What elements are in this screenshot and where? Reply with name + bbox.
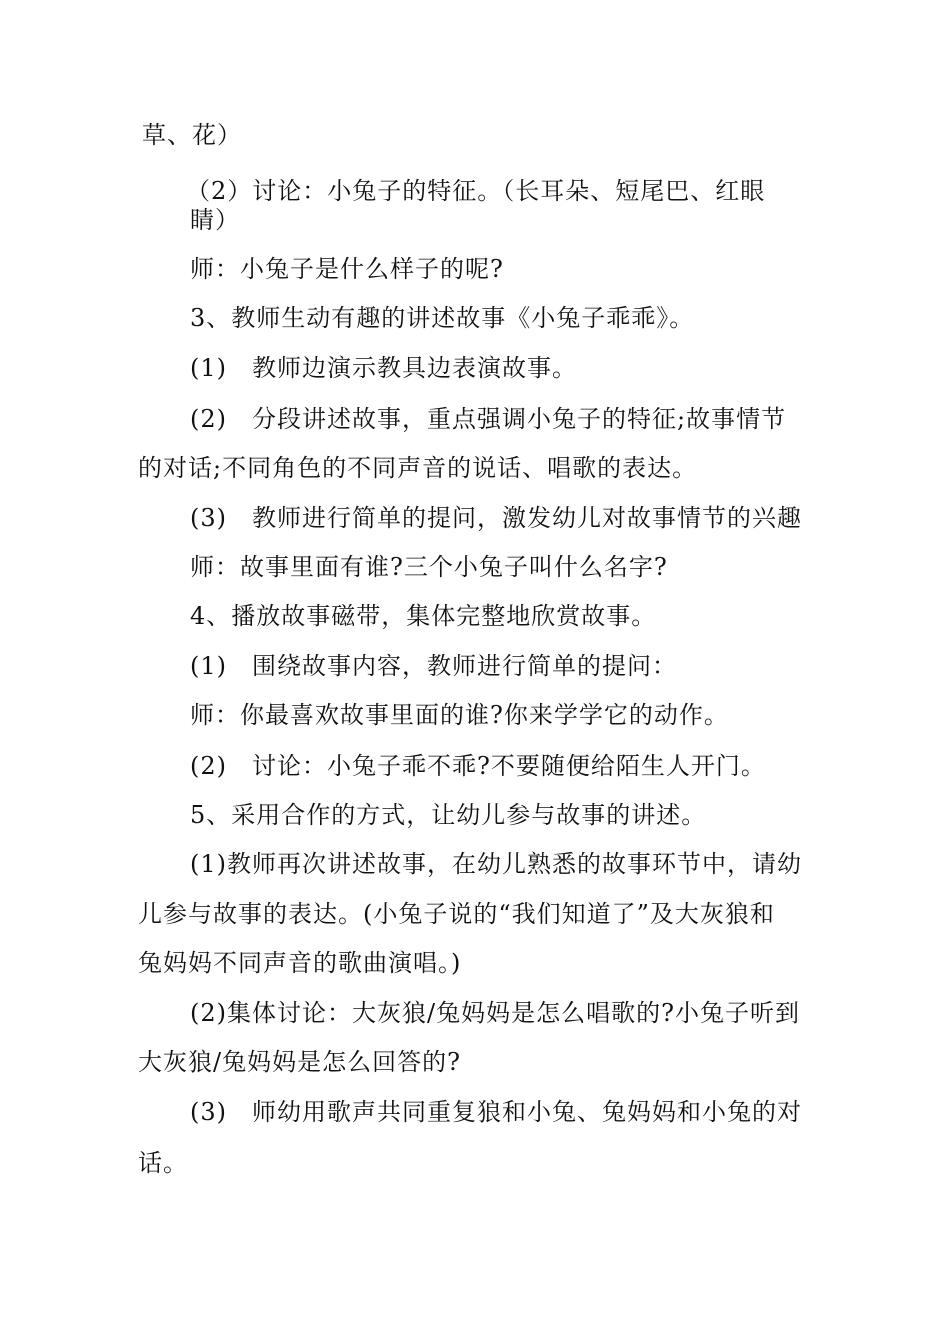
text-line-20: 大灰狼/兔妈妈是怎么回答的? <box>138 1048 461 1076</box>
text-line-17: 儿参与故事的表达。(小兔子说的“我们知道了”及大灰狼和 <box>138 900 775 928</box>
text-line-2: （2）讨论：小兔子的特征。（长耳朵、短尾巴、红眼 <box>186 177 766 205</box>
text-line-14: (2) 讨论：小兔子乖不乖?不要随便给陌生人开门。 <box>190 752 766 780</box>
text-line-8: 的对话;不同角色的不同声音的说话、唱歌的表达。 <box>138 454 698 482</box>
text-line-4: 师：小兔子是什么样子的呢? <box>190 255 504 283</box>
text-line-18: 兔妈妈不同声音的歌曲演唱。) <box>138 949 462 977</box>
text-line-16: (1)教师再次讲述故事，在幼儿熟悉的故事环节中，请幼 <box>190 850 802 878</box>
text-line-21: (3) 师幼用歌声共同重复狼和小兔、兔妈妈和小兔的对 <box>190 1098 802 1126</box>
text-line-5: 3、教师生动有趣的讲述故事《小兔子乖乖》。 <box>190 304 695 332</box>
text-line-3: 睛） <box>190 206 240 234</box>
text-line-7: (2) 分段讲述故事，重点强调小兔子的特征;故事情节 <box>190 405 787 433</box>
text-line-15: 5、采用合作的方式，让幼儿参与故事的讲述。 <box>190 801 707 829</box>
text-line-22: 话。 <box>138 1149 188 1177</box>
text-line-6: (1) 教师边演示教具边表演故事。 <box>190 354 577 382</box>
text-line-12: (1) 围绕故事内容，教师进行简单的提问： <box>190 652 677 680</box>
text-line-11: 4、播放故事磁带，集体完整地欣赏故事。 <box>190 602 657 630</box>
text-line-13: 师：你最喜欢故事里面的谁?你来学学它的动作。 <box>190 701 729 729</box>
text-line-10: 师：故事里面有谁?三个小兔子叫什么名字? <box>190 553 668 581</box>
text-line-9: (3) 教师进行简单的提问，激发幼儿对故事情节的兴趣 <box>190 504 802 532</box>
text-line-1: 草、花） <box>142 121 242 149</box>
text-line-19: (2)集体讨论：大灰狼/兔妈妈是怎么唱歌的?小兔子听到 <box>190 999 800 1027</box>
